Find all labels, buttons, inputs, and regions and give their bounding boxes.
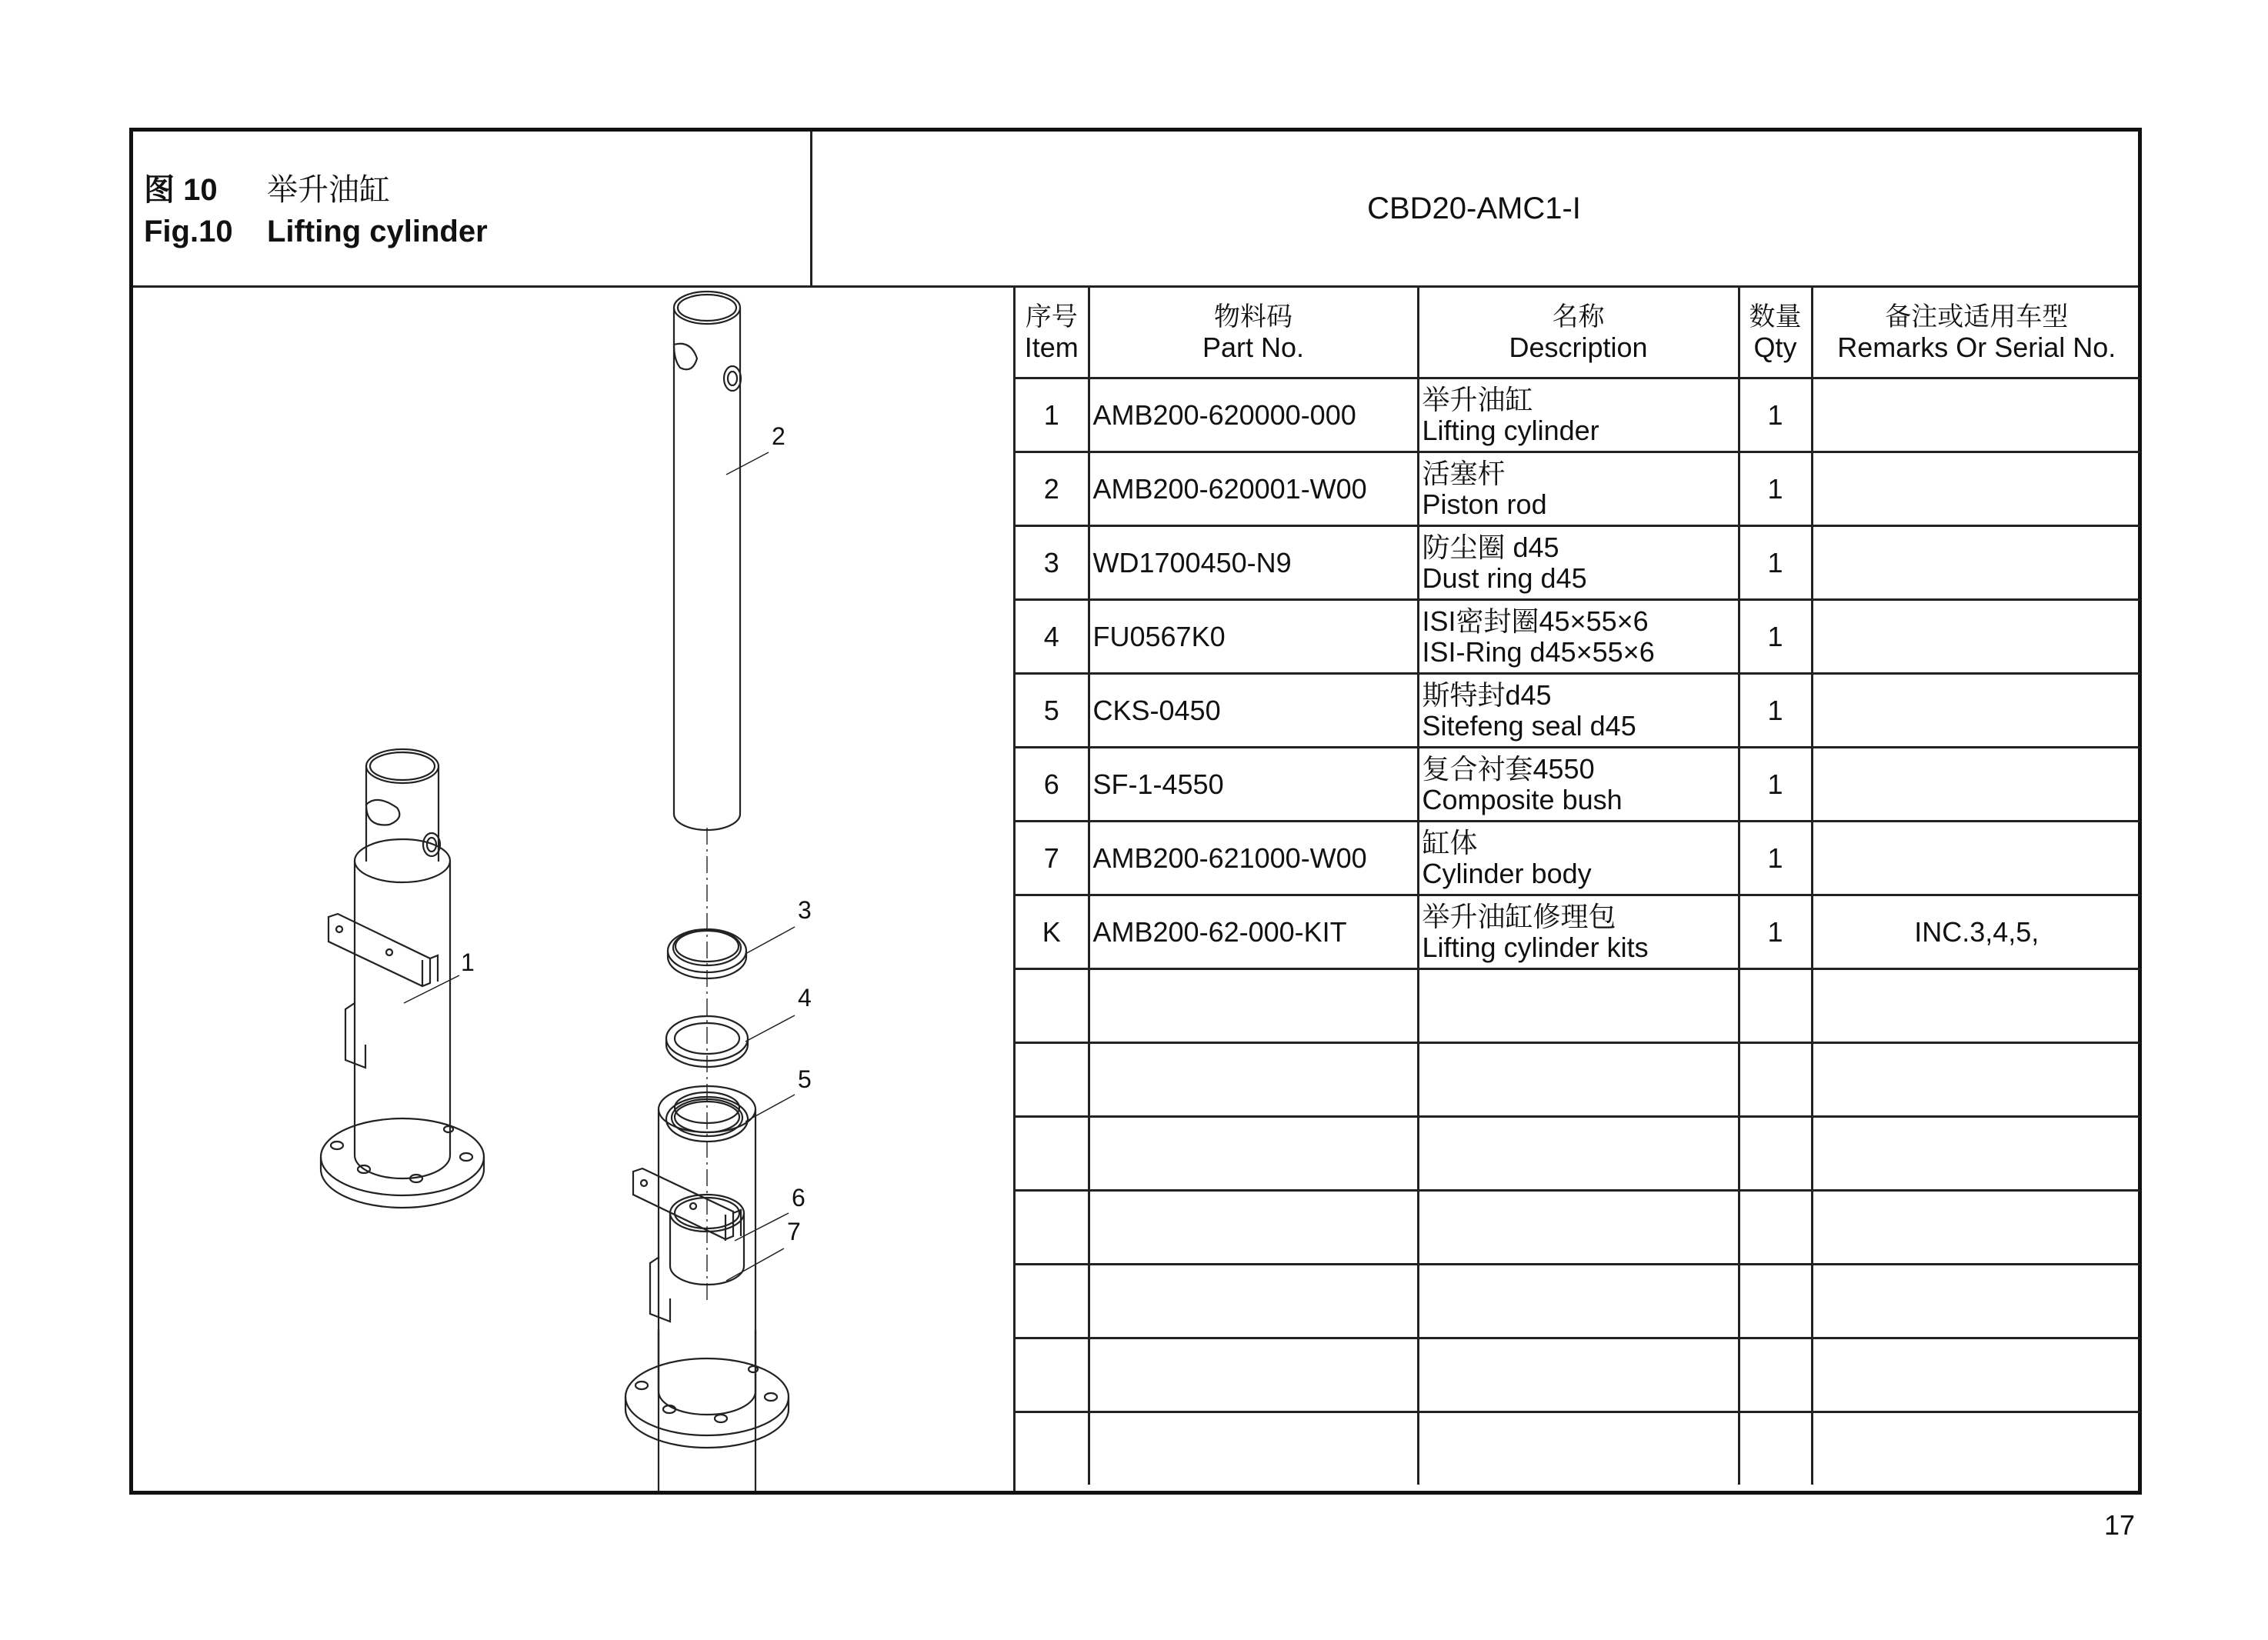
table-row — [1016, 526, 2140, 600]
figure-title-en — [144, 215, 488, 249]
cell-description — [1418, 1191, 1739, 1265]
cell-qty — [1739, 1412, 1812, 1485]
callout-5: 5 — [798, 1065, 812, 1093]
description-en: Sitefeng seal d45 — [1422, 709, 1636, 742]
callout-7: 7 — [787, 1218, 801, 1245]
table-row — [1016, 452, 2140, 526]
callout-4: 4 — [798, 984, 812, 1012]
table-row — [1016, 822, 2140, 895]
cell-qty: 1 — [1739, 822, 1812, 895]
cell-item: K — [1016, 895, 1089, 969]
table-row — [1016, 674, 2140, 748]
cylinder-body-illustration — [625, 1086, 801, 1491]
column-header-item: 序号 Item — [1016, 288, 1089, 378]
cell-qty: 1 — [1739, 600, 1812, 674]
description-en: Composite bush — [1422, 783, 1623, 815]
cell-description — [1418, 1117, 1739, 1191]
cell-part-no — [1089, 1338, 1418, 1412]
description-cn: 防尘圈 d45 — [1422, 531, 1559, 563]
cell-qty — [1739, 969, 1812, 1043]
cell-remarks — [1812, 1117, 2140, 1191]
sheet-header — [133, 132, 2138, 288]
description-en: ISI-Ring d45×55×6 — [1422, 635, 1655, 668]
page-number: 17 — [2104, 1509, 2136, 1541]
table-row — [1016, 1265, 2140, 1338]
callout-1: 1 — [461, 948, 475, 976]
callout-2: 2 — [772, 422, 785, 450]
cell-remarks — [1812, 526, 2140, 600]
cell-remarks — [1812, 1191, 2140, 1265]
callout-3: 3 — [798, 896, 812, 924]
table-row — [1016, 1338, 2140, 1412]
cell-item — [1016, 1338, 1089, 1412]
cell-qty: 1 — [1739, 674, 1812, 748]
cell-item — [1016, 1191, 1089, 1265]
parts-sheet-frame — [129, 128, 2142, 1495]
cell-remarks — [1812, 969, 2140, 1043]
cell-item: 5 — [1016, 674, 1089, 748]
cell-qty: 1 — [1739, 526, 1812, 600]
cell-remarks — [1812, 1338, 2140, 1412]
cell-qty: 1 — [1739, 895, 1812, 969]
cell-description — [1418, 1043, 1739, 1117]
cell-part-no — [1089, 1117, 1418, 1191]
exploded-parts-illustration — [666, 292, 812, 1303]
cell-description — [1418, 452, 1739, 526]
figure-name-en: Lifting cylinder — [267, 215, 488, 248]
cell-qty — [1739, 1338, 1812, 1412]
exploded-view-drawing — [133, 288, 1013, 1491]
column-header-qty: 数量 Qty — [1739, 288, 1812, 378]
description-cn: 缸体 — [1422, 826, 1478, 858]
table-row — [1016, 378, 2140, 452]
cell-description — [1418, 1338, 1739, 1412]
table-row — [1016, 1191, 2140, 1265]
cell-part-no: AMB200-620000-000 — [1089, 378, 1418, 452]
cell-item — [1016, 1043, 1089, 1117]
cell-qty — [1739, 1117, 1812, 1191]
cell-qty — [1739, 1191, 1812, 1265]
figure-title-cn — [144, 165, 390, 209]
cell-qty — [1739, 1043, 1812, 1117]
description-cn: 举升油缸修理包 — [1422, 900, 1616, 932]
table-row — [1016, 1412, 2140, 1485]
cell-item: 4 — [1016, 600, 1089, 674]
cell-qty: 1 — [1739, 378, 1812, 452]
column-header-part-no: 物料码 Part No. — [1089, 288, 1418, 378]
table-row — [1016, 895, 2140, 969]
figure-title-block — [133, 132, 812, 285]
cell-remarks — [1812, 1412, 2140, 1485]
cell-remarks — [1812, 600, 2140, 674]
table-row — [1016, 1117, 2140, 1191]
table-header-row — [1016, 288, 2140, 378]
cell-item: 1 — [1016, 378, 1089, 452]
description-en: Dust ring d45 — [1422, 562, 1587, 594]
description-en: Piston rod — [1422, 488, 1547, 520]
figure-number-cn: 图 10 — [144, 173, 218, 207]
cell-description — [1418, 748, 1739, 822]
description-cn: 斯特封d45 — [1422, 678, 1552, 711]
cell-item — [1016, 1265, 1089, 1338]
description-cn: 举升油缸 — [1422, 383, 1533, 415]
callout-6: 6 — [792, 1184, 805, 1212]
description-cn: ISI密封圈45×55×6 — [1422, 605, 1649, 637]
cell-description — [1418, 822, 1739, 895]
cell-part-no: SF-1-4550 — [1089, 748, 1418, 822]
cell-description — [1418, 1412, 1739, 1485]
description-en: Lifting cylinder — [1422, 414, 1599, 446]
cell-part-no: AMB200-620001-W00 — [1089, 452, 1418, 526]
figure-number-en: Fig.10 — [144, 215, 233, 248]
cell-description — [1418, 526, 1739, 600]
cell-item — [1016, 1117, 1089, 1191]
cell-item: 2 — [1016, 452, 1089, 526]
cell-remarks — [1812, 1043, 2140, 1117]
assembled-cylinder-illustration — [321, 749, 484, 1208]
parts-list-table — [1013, 288, 2140, 1491]
cell-part-no: AMB200-62-000-KIT — [1089, 895, 1418, 969]
cell-remarks: INC.3,4,5, — [1812, 895, 2140, 969]
cell-description — [1418, 378, 1739, 452]
cell-part-no: FU0567K0 — [1089, 600, 1418, 674]
cell-part-no: AMB200-621000-W00 — [1089, 822, 1418, 895]
cell-item: 6 — [1016, 748, 1089, 822]
cell-qty: 1 — [1739, 452, 1812, 526]
cell-item — [1016, 969, 1089, 1043]
cell-qty — [1739, 1265, 1812, 1338]
cell-remarks — [1812, 378, 2140, 452]
model-code: CBD20-AMC1-I — [1367, 191, 1581, 225]
table-row — [1016, 748, 2140, 822]
cell-remarks — [1812, 674, 2140, 748]
cell-item: 3 — [1016, 526, 1089, 600]
table-row — [1016, 1043, 2140, 1117]
cell-part-no: WD1700450-N9 — [1089, 526, 1418, 600]
description-cn: 活塞杆 — [1422, 457, 1506, 489]
cell-description — [1418, 674, 1739, 748]
cell-part-no — [1089, 1191, 1418, 1265]
description-cn: 复合衬套4550 — [1422, 752, 1595, 785]
cell-remarks — [1812, 452, 2140, 526]
cell-remarks — [1812, 1265, 2140, 1338]
table-row — [1016, 969, 2140, 1043]
cell-item — [1016, 1412, 1089, 1485]
cell-description — [1418, 895, 1739, 969]
cell-part-no — [1089, 969, 1418, 1043]
cell-remarks — [1812, 822, 2140, 895]
figure-name-cn: 举升油缸 — [267, 173, 390, 207]
cell-description — [1418, 1265, 1739, 1338]
cell-part-no — [1089, 1265, 1418, 1338]
description-en: Cylinder body — [1422, 857, 1592, 889]
cell-qty: 1 — [1739, 748, 1812, 822]
cell-description — [1418, 600, 1739, 674]
cell-remarks — [1812, 748, 2140, 822]
cell-part-no: CKS-0450 — [1089, 674, 1418, 748]
column-header-remarks: 备注或适用车型 Remarks Or Serial No. — [1812, 288, 2140, 378]
cell-item: 7 — [1016, 822, 1089, 895]
table-row — [1016, 600, 2140, 674]
description-en: Lifting cylinder kits — [1422, 931, 1649, 963]
column-header-description: 名称 Description — [1418, 288, 1739, 378]
cell-description — [1418, 969, 1739, 1043]
cell-part-no — [1089, 1043, 1418, 1117]
cell-part-no — [1089, 1412, 1418, 1485]
